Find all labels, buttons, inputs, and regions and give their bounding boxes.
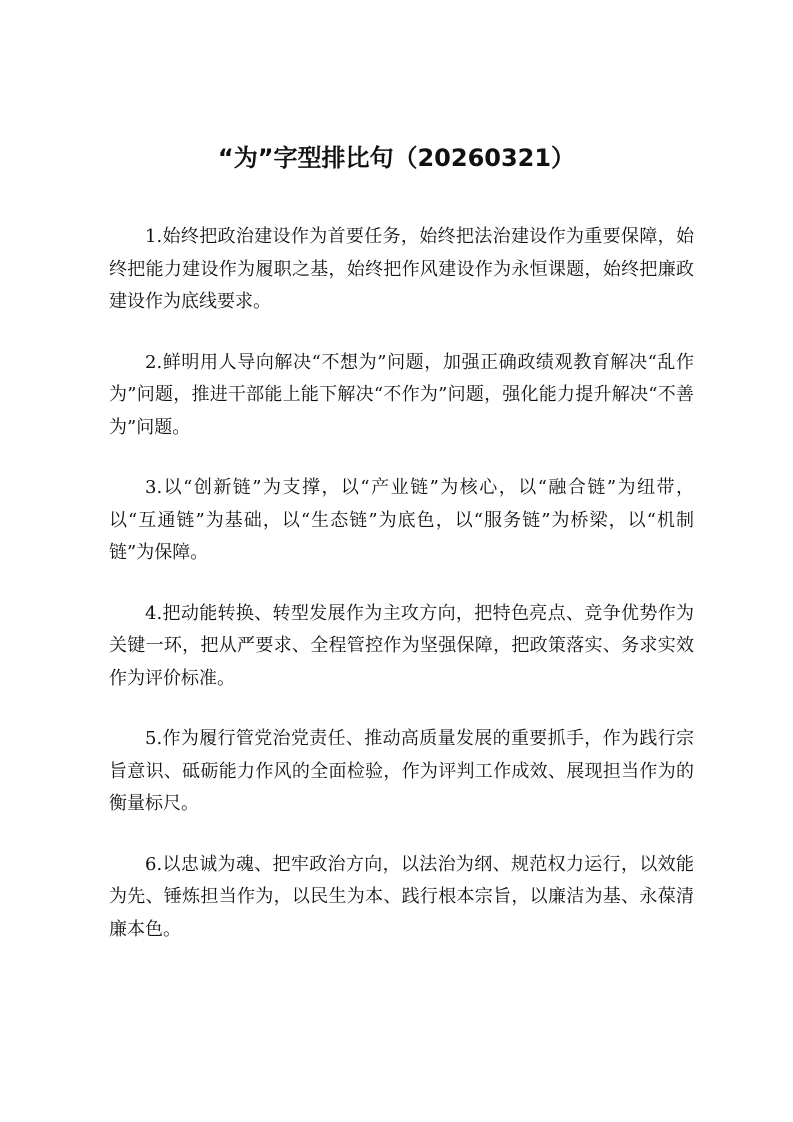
paragraph-4: 4.把动能转换、转型发展作为主攻方向，把特色亮点、竞争优势作为关键一环，把从严要求、全程管控作为坚强保障，把政策落实、务求实效作为评价标准。: [109, 602, 694, 689]
paragraph-2: 2.鲜明用人导向解决“不想为”问题，加强正确政绩观教育解决“乱作为”问题，推进干部能上能下解决“不作为”问题，强化能力提升解决“不善为”问题。: [109, 351, 694, 438]
page-title: “为”字型排比句（20260321）: [217, 144, 576, 172]
paragraph-3: 3.以“创新链”为支撑，以“产业链”为核心，以“融合链”为纽带，以“互通链”为基础，以“生态链”为底色，以“服务链”为桥梁，以“机制链”为保障。: [109, 477, 694, 563]
paragraph-5: 5.作为履行管党治党责任、推动高质量发展的重要抓手，作为践行宗旨意识、砥砺能力作风的全面检验，作为评判工作成效、展现担当作为的衡量标尺。: [109, 728, 694, 814]
paragraph-1: 1.始终把政治建设作为首要任务，始终把法治建设作为重要保障，始终把能力建设作为履职之基，始终把作风建设作为永恒课题，始终把廉政建设作为底线要求。: [109, 226, 694, 312]
document-body: [109, 221, 694, 974]
paragraph-6: 6.以忠诚为魂、把牢政治方向，以法治为纲、规范权力运行，以效能为先、锤炼担当作为，以民生为本、践行根本宗旨，以廉洁为基、永葆清廉本色。: [109, 853, 694, 940]
